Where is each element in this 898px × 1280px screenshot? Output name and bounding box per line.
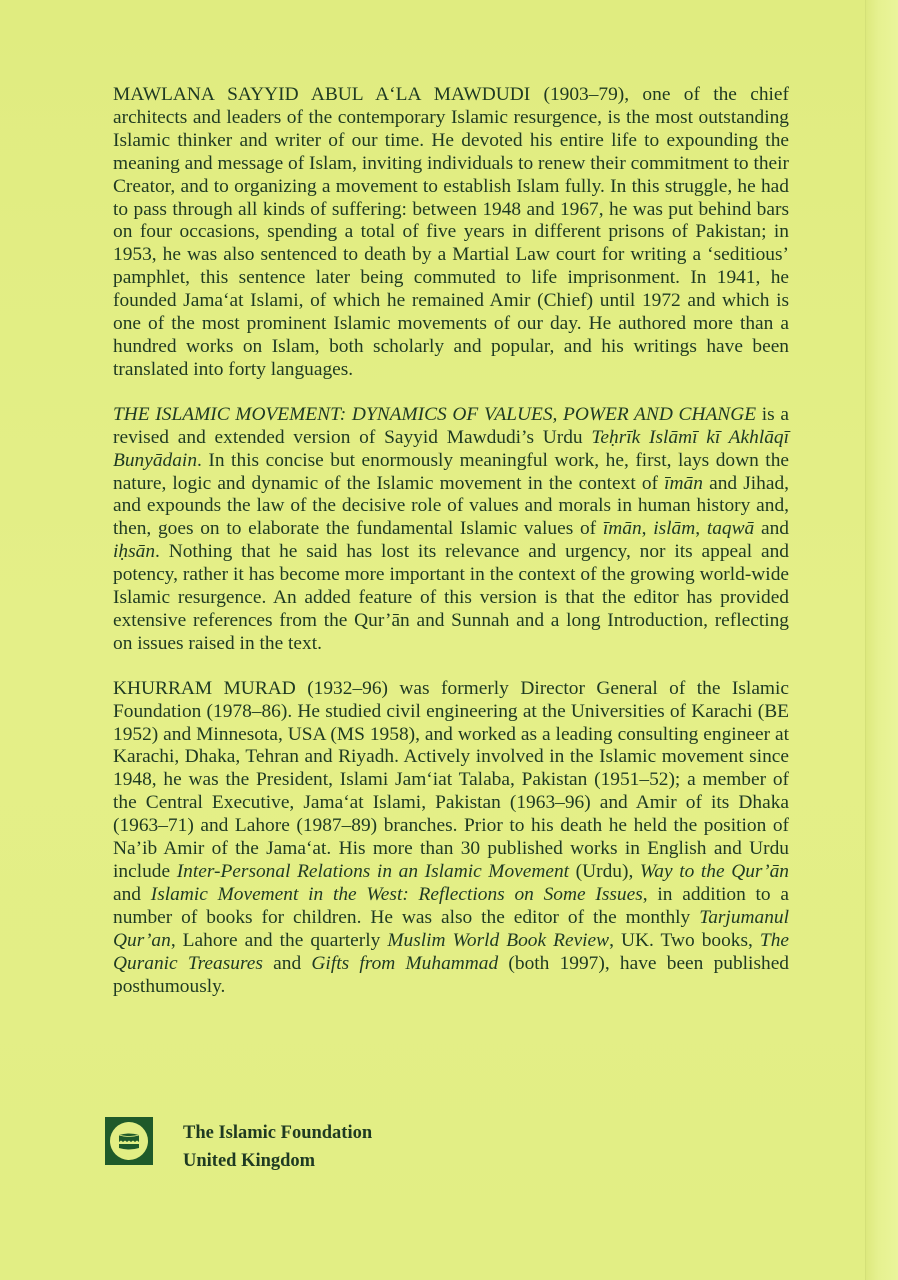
italic-title-text: īmān — [602, 518, 642, 540]
author-bio-paragraph — [113, 84, 789, 382]
body-text: KHURRAM MURAD (1932–96) was formerly Director General of the Islamic Foundation (1978–86). He studied civil engineering at the Universities of Karachi (BE 1952) and Minnesota, USA (MS 1958), and worked as a leading consulting engineer at Karachi, Dhaka, Tehran and Riyadh. Actively involved in the Islamic movement since 1948, he was the President, Islami Jam‘iat Talaba, Pakistan (1951–52); a member of the Central Executive, Jama‘at Islami, Pakistan (1963–96) and Amir of its Dhaka (1963–71) and Lahore (1987–89) branches. Prior to his death he held the position of Na’ib Amir of the Jama‘at. His more than 30 published works in English and Urdu include — [113, 677, 789, 882]
body-text: and Jihad, and expounds the law of the decisive role of values and morals in human history and, then, goes on to elaborate the fundamental Islamic values of — [113, 472, 789, 540]
body-text: . Nothing that he said has lost its relevance and urgency, nor its appeal and potency, rather it has become more important in the context of the growing world-wide Islamic resurgence. An added feature of this version is that the editor has provided extensive references from the Qur’ān and Sunnah and a long Introduction, reflecting on issues raised in the text. — [113, 541, 789, 654]
italic-title-text: taqwā — [706, 518, 755, 540]
body-text: and — [113, 883, 151, 905]
publisher-name: The Islamic Foundation — [183, 1123, 373, 1143]
body-text: , — [695, 518, 707, 540]
italic-title-text: THE ISLAMIC MOVEMENT: DYNAMICS OF VALUES, POWER AND CHANGE — [113, 403, 757, 425]
body-text: , UK. Two books, — [609, 929, 760, 951]
kaaba-logo-icon — [105, 1117, 153, 1165]
italic-title-text: Way to the Qur’ān — [639, 861, 790, 882]
italic-title-text: Teḥrīk Islāmī kī Akhlāqī Bunyādain — [113, 426, 789, 471]
body-text: and — [754, 518, 789, 540]
body-text: , Lahore and the quarterly — [170, 929, 388, 951]
italic-title-text: islām — [653, 518, 696, 540]
body-text: , — [641, 518, 654, 540]
publisher-location: United Kingdom — [183, 1151, 316, 1171]
body-text: , in addition to a number of books for children. He was also the editor of the monthly — [113, 883, 789, 928]
italic-title-text: iḥsān — [113, 541, 156, 563]
body-text: is a revised and extended version of Sayyid Mawdudi’s Urdu — [113, 403, 789, 448]
italic-title-text: Muslim World Book Review — [387, 929, 610, 951]
body-text: (Urdu), — [569, 861, 640, 882]
italic-title-text: Inter-Personal Relations in an Islamic Movement — [176, 861, 570, 882]
cover-spine-edge — [865, 0, 898, 1280]
italic-title-text: Islamic Movement in the West: Reflections on Some Issues — [150, 883, 643, 905]
body-text: . In this concise but enormously meaningful work, he, first, lays down the nature, logic and dynamic of the Islamic movement in the context of — [113, 449, 789, 494]
body-text: (both 1997), have been published posthumously. — [113, 952, 789, 997]
italic-title-text: Tarjumanul Qur’an — [113, 906, 789, 951]
italic-title-text: The Quranic Treasures — [113, 929, 789, 974]
editor-bio-paragraph — [113, 678, 789, 999]
italic-title-text: Gifts from Muhammad — [311, 952, 499, 974]
back-cover-text — [113, 84, 789, 1020]
body-text: and — [262, 952, 312, 974]
italic-title-text: īmān — [664, 472, 703, 494]
body-text: MAWLANA SAYYID ABUL A‘LA MAWDUDI (1903–79), one of the chief architects and leaders of the contemporary Islamic resurgence, is the most outstanding Islamic thinker and writer of our time. He devoted his entire life to expounding the meaning and message of Islam, inviting individuals to renew their commitment to their Creator, and to organizing a movement to establish Islam fully. In this struggle, he had to pass through all kinds of suffering: between 1948 and 1967, he was put behind bars on four occasions, spending a total of five years in different prisons of Pakistan; in 1953, he was also sentenced to death by a Martial Law court for writing a ‘seditious’ pamphlet, this sentence later being commuted to life imprisonment. In 1941, he founded Jama‘at Islami, of which he remained Amir (Chief) until 1972 and which is one of the most prominent Islamic movements of our day. He authored more than a hundred works on Islam, both scholarly and popular, and his writings have been translated into forty languages. — [113, 84, 789, 380]
publisher-imprint — [105, 1117, 372, 1175]
book-description-paragraph — [113, 404, 789, 656]
